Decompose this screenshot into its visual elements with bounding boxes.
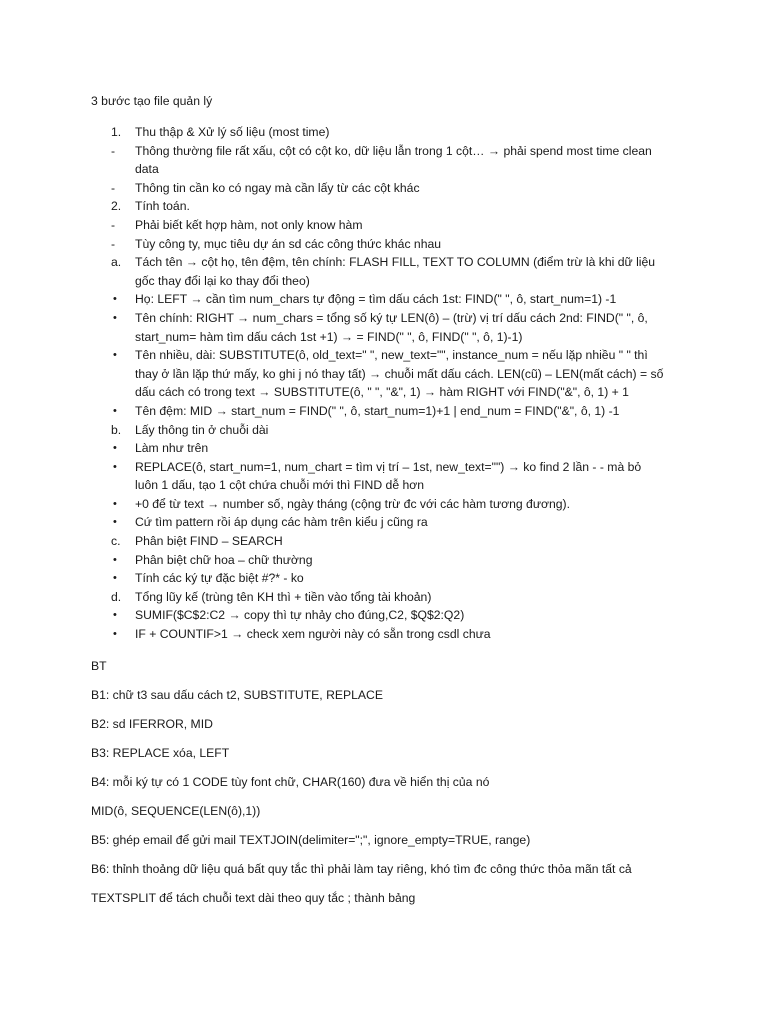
list-marker: • (113, 293, 117, 306)
list-item-text: REPLACE(ô, start_num=1, num_chart = tìm vị trí – 1st, new_text="") → ko find 2 lần - - mà bỏ (135, 459, 642, 474)
list-item-text: luôn 1 dấu, tạo 1 cột chứa chuỗi mới thì FIND dễ hơn (135, 478, 425, 493)
paragraph-bt: BT (91, 659, 107, 673)
list-marker: a. (111, 255, 122, 270)
list-item (91, 532, 691, 551)
list-item-text: +0 để từ text → number số, ngày tháng (cộng trừ đc với các hàm tương đương). (135, 496, 570, 511)
list-item-text: Tên nhiều, dài: SUBSTITUTE(ô, old_text=" ", new_text="", instance_num = nếu lặp nhiều " " thì (135, 348, 648, 363)
list-marker: • (113, 609, 117, 622)
list-item (91, 588, 691, 607)
list-marker: 2. (111, 199, 122, 214)
list-marker: - (111, 236, 116, 251)
list-item (91, 253, 691, 290)
list-marker: - (111, 143, 116, 158)
list-item (91, 290, 691, 309)
list-marker: • (113, 311, 117, 324)
paragraph-mid-sequence: MID(ô, SEQUENCE(LEN(ô),1)) (91, 804, 261, 818)
list-item-text: Thu thập & Xử lý số liệu (most time) (135, 125, 330, 139)
list-item-text: Thông tin cần ko có ngay mà cần lấy từ các cột khác (135, 180, 420, 195)
list-item-text: Phân biệt chữ hoa – chữ thường (135, 552, 313, 567)
list-marker: • (113, 572, 117, 585)
list-item (91, 495, 691, 514)
list-item (91, 123, 691, 142)
list-item-text: Tên đệm: MID → start_num = FIND(" ", ô, start_num=1)+1 | end_num = FIND("&", ô, 1) -1 (135, 403, 620, 418)
list-marker: c. (111, 534, 121, 549)
list-item (91, 346, 691, 402)
list-marker: 1. (111, 125, 122, 139)
list-item-text: Làm như trên (135, 441, 209, 456)
paragraph-b5: B5: ghép email để gửi mail TEXTJOIN(delimiter=";", ignore_empty=TRUE, range) (91, 833, 531, 847)
paragraph-b4: B4: mỗi ký tự có 1 CODE tùy font chữ, CHAR(160) đưa về hiển thị của nó (91, 775, 490, 789)
list-item (91, 421, 691, 440)
list-item (91, 569, 691, 588)
list-item (91, 216, 691, 235)
list-item (91, 142, 691, 179)
list-item-text: Tách tên → cột họ, tên đệm, tên chính: FLASH FILL, TEXT TO COLUMN (điểm trừ là khi dữ liệu (135, 255, 656, 270)
list-item-text: Cứ tìm pattern rồi áp dụng các hàm trên kiểu j cũng ra (135, 515, 428, 530)
list-item-text: Thông thường file rất xấu, cột có cột ko, dữ liệu lẫn trong 1 cột… → phải spend most time clean (135, 143, 652, 158)
list-item-text: Phải biết kết hợp hàm, not only know hàm (135, 217, 363, 232)
list-marker: • (113, 404, 117, 417)
list-item-text: Lấy thông tin ở chuỗi dài (135, 422, 269, 437)
list-marker: • (113, 516, 117, 529)
paragraph-b2: B2: sd IFERROR, MID (91, 717, 213, 731)
list-marker: • (113, 442, 117, 455)
list-item (91, 179, 691, 198)
list-item-text: SUMIF($C$2:C2 → copy thì tự nhảy cho đúng,C2, $Q$2:Q2) (135, 608, 465, 623)
list-marker: • (113, 349, 117, 362)
list-marker: d. (111, 589, 122, 604)
list-item-text: Tính toán. (135, 199, 190, 214)
notes-list (91, 123, 691, 644)
document-title: 3 bước tạo file quản lý (91, 94, 213, 108)
paragraph-b3: B3: REPLACE xóa, LEFT (91, 746, 230, 760)
paragraph-b1: B1: chữ t3 sau dấu cách t2, SUBSTITUTE, REPLACE (91, 688, 383, 702)
list-marker: • (113, 553, 117, 566)
list-item-text: Tính các ký tự đặc biệt #?* - ko (135, 571, 304, 586)
paragraph-b6: B6: thỉnh thoảng dữ liệu quá bất quy tắc thì phải làm tay riêng, khó tìm đc công thức thỏa mãn tất cả (91, 862, 632, 876)
list-item (91, 551, 691, 570)
list-marker: - (111, 217, 116, 232)
list-item-text: Tùy công ty, mục tiêu dự án sd các công thức khác nhau (135, 236, 442, 251)
list-item (91, 606, 691, 625)
list-marker: b. (111, 422, 122, 437)
list-item (91, 235, 691, 254)
list-item-text: Tổng lũy kế (trùng tên KH thì + tiền vào tổng tài khoản) (135, 589, 432, 604)
list-marker: • (113, 460, 117, 473)
list-item (91, 402, 691, 421)
list-item (91, 625, 691, 644)
list-item-text: dấu cách có trong text → SUBSTITUTE(ô, " ", "&", 1) → hàm RIGHT với FIND("&", ô, 1) + 1 (135, 385, 629, 400)
list-item-text: data (135, 162, 159, 177)
list-item-text: IF + COUNTIF>1 → check xem người này có sẵn trong csdl chưa (135, 627, 491, 642)
list-item (91, 458, 691, 495)
list-marker: • (113, 497, 117, 510)
list-item (91, 197, 691, 216)
list-item-text: Tên chính: RIGHT → num_chars = tổng số ký tự LEN(ô) – (trừ) vị trí dấu cách 2nd: FIND(" ", ô, (135, 310, 648, 325)
list-item-text: Họ: LEFT → cần tìm num_chars tự động = tìm dấu cách 1st: FIND(" ", ô, start_num=1) -1 (135, 292, 617, 307)
list-item-text: gốc thay đổi lại ko thay đổi theo) (135, 273, 310, 288)
list-item (91, 439, 691, 458)
list-item-text: Phân biệt FIND – SEARCH (135, 534, 283, 549)
list-item (91, 513, 691, 532)
list-marker: - (111, 180, 116, 195)
paragraph-textsplit: TEXTSPLIT để tách chuỗi text dài theo quy tắc ; thành bảng (91, 891, 416, 905)
list-item-text: thay ở lần lặp thứ mấy, ko ghi j nó thay tất) → chuỗi mất dấu cách. LEN(cũ) – LEN(mất cách) = số (135, 366, 664, 381)
list-item-text: start_num= hàm tìm dấu cách 1st +1) → = FIND(" ", ô, FIND(" ", ô, 1)-1) (135, 329, 523, 344)
list-item (91, 309, 691, 346)
list-marker: • (113, 628, 117, 641)
